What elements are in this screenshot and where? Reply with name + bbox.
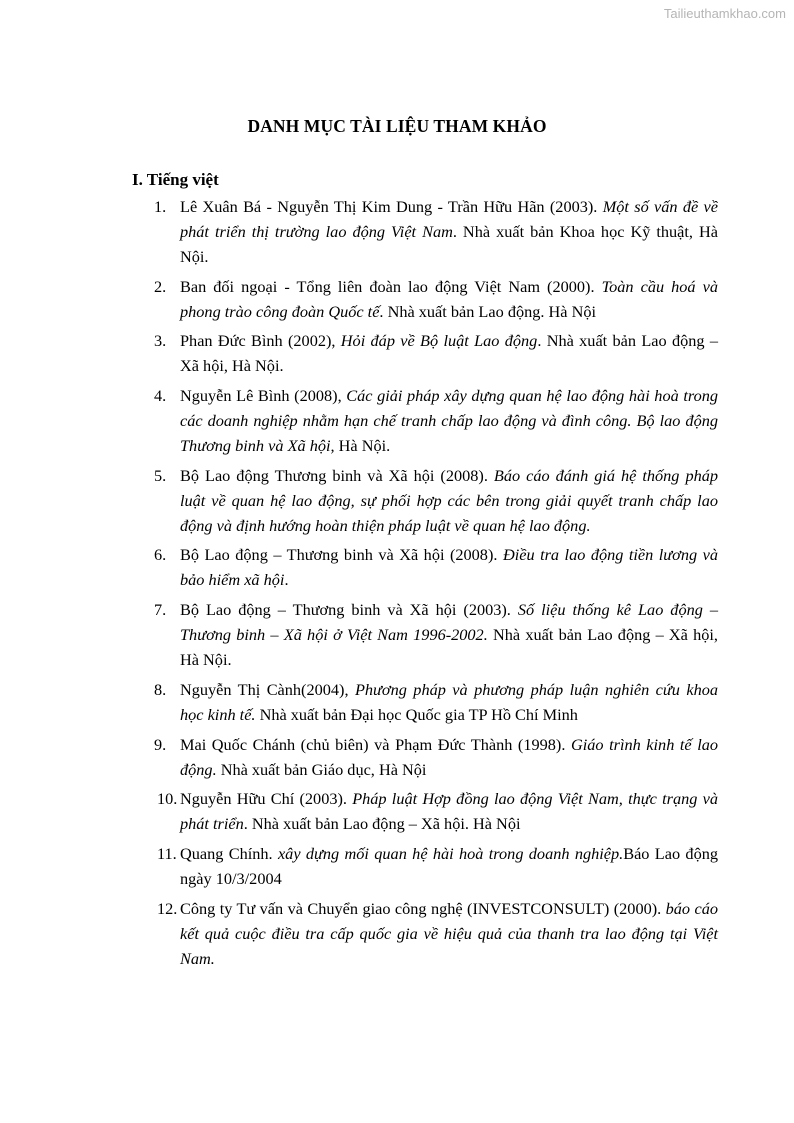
reference-number: 5.	[154, 465, 167, 485]
watermark: Tailieuthamkhao.com	[663, 6, 786, 21]
reference-item	[0, 383, 718, 458]
reference-title: Pháp luật Hợp đồng lao động Việt Nam, thực trạng và phát triển	[180, 789, 718, 834]
reference-text: . Nhà xuất bản Khoa học Kỹ thuật, Hà Nội.	[180, 222, 718, 266]
reference-number: 4.	[154, 386, 167, 406]
reference-item	[0, 786, 718, 836]
reference-number: 6.	[154, 545, 167, 565]
reference-number: 9.	[154, 734, 167, 754]
reference-number: 7.	[154, 600, 167, 620]
reference-text: Hà Nội.	[334, 436, 391, 456]
reference-item	[0, 328, 718, 378]
reference-title: Giáo trình kinh tế lao động.	[180, 734, 718, 779]
reference-text: Mai Quốc Chánh (chủ biên) và Phạm Đức Thành (1998).	[180, 734, 571, 754]
reference-text: Phan Đức Bình (2002),	[180, 331, 341, 351]
reference-title: Các giải pháp xây dựng quan hệ lao động hài hoà trong các doanh nghiệp nhằm hạn chế tranh chấp lao động và đình công. Bộ lao động Thương binh và Xã hội,	[180, 386, 718, 456]
reference-number: 12.	[157, 898, 178, 918]
reference-text: Quang Chính.	[180, 843, 278, 863]
reference-text: Nhà xuất bản Lao động – Xã hội, Hà Nội.	[180, 625, 718, 670]
reference-title: Phương pháp và phương pháp luận nghiên cứu khoa học kinh tế.	[180, 679, 718, 724]
section-heading: I. Tiếng việt	[132, 170, 219, 189]
reference-item	[0, 463, 718, 538]
reference-text: Nhà xuất bản Giáo dục, Hà Nội	[216, 759, 427, 779]
reference-text: Nguyễn Lê Bình (2008),	[180, 386, 347, 406]
page-title: DANH MỤC TÀI LIỆU THAM KHẢO	[247, 116, 547, 136]
reference-title: xây dựng mối quan hệ hài hoà trong doanh nghiệp.	[277, 843, 624, 863]
reference-text: Ban đối ngoại - Tổng liên đoàn lao động Việt Nam (2000).	[180, 276, 602, 296]
reference-title: Báo cáo đánh giá hệ thống pháp luật về quan hệ lao động, sự phối hợp các bên trong giải quyết tranh chấp lao động và định hướng hoàn thiện pháp luật về quan hệ lao động.	[180, 465, 719, 535]
reference-text: Công ty Tư vấn và Chuyển giao công nghệ (INVESTCONSULT) (2000).	[180, 898, 666, 918]
reference-text: Nguyễn Hữu Chí (2003).	[180, 789, 353, 809]
reference-text: Báo Lao động ngày 10/3/2004	[180, 843, 718, 888]
reference-item	[0, 597, 718, 672]
reference-text: Bộ Lao động – Thương binh và Xã hội (2008).	[180, 545, 503, 565]
reference-text: Bộ Lao động Thương binh và Xã hội (2008).	[180, 465, 494, 485]
reference-number: 2.	[154, 276, 167, 296]
reference-number: 10.	[157, 789, 178, 809]
reference-number: 3.	[154, 331, 167, 351]
reference-title: báo cáo kết quả cuộc điều tra cấp quốc gia về hiệu quả của thanh tra lao động tại Việt Nam.	[180, 898, 718, 968]
reference-item	[0, 542, 718, 592]
reference-title: Điều tra lao động tiền lương và bảo hiểm xã hội	[180, 545, 719, 590]
reference-number: 8.	[154, 679, 167, 699]
reference-item	[0, 732, 718, 782]
reference-title: Hỏi đáp về Bộ luật Lao động	[340, 331, 538, 351]
reference-text: Bộ Lao động – Thương binh và Xã hội (2003).	[180, 600, 518, 620]
reference-list	[0, 194, 718, 971]
reference-title: Toàn cầu hoá và phong trào công đoàn Quốc tế	[180, 276, 718, 321]
reference-text: Nguyễn Thị Cành(2004),	[180, 679, 355, 699]
reference-number: 1.	[154, 197, 167, 216]
reference-item	[0, 194, 718, 269]
reference-number: 11.	[157, 843, 177, 863]
reference-text: Nhà xuất bản Đại học Quốc gia TP Hồ Chí Minh	[255, 704, 578, 724]
reference-text: . Nhà xuất bản Lao động. Hà Nội	[379, 301, 596, 321]
reference-item	[0, 841, 718, 891]
reference-text: . Nhà xuất bản Lao động – Xã hội. Hà Nội	[243, 814, 521, 834]
reference-item	[0, 896, 718, 971]
reference-text: . Nhà xuất bản Lao động – Xã hội, Hà Nội.	[180, 331, 718, 376]
reference-title: Số liệu thống kê Lao động – Thương binh – Xã hội ở Việt Nam 1996-2002.	[180, 600, 718, 645]
reference-text: .	[284, 570, 289, 590]
reference-title: Một số vấn đề về phát triển thị trường lao động Việt Nam	[180, 197, 718, 241]
reference-text: Lê Xuân Bá - Nguyễn Thị Kim Dung - Trần Hữu Hãn (2003).	[180, 197, 603, 216]
reference-item	[0, 274, 718, 324]
reference-item	[0, 677, 718, 727]
